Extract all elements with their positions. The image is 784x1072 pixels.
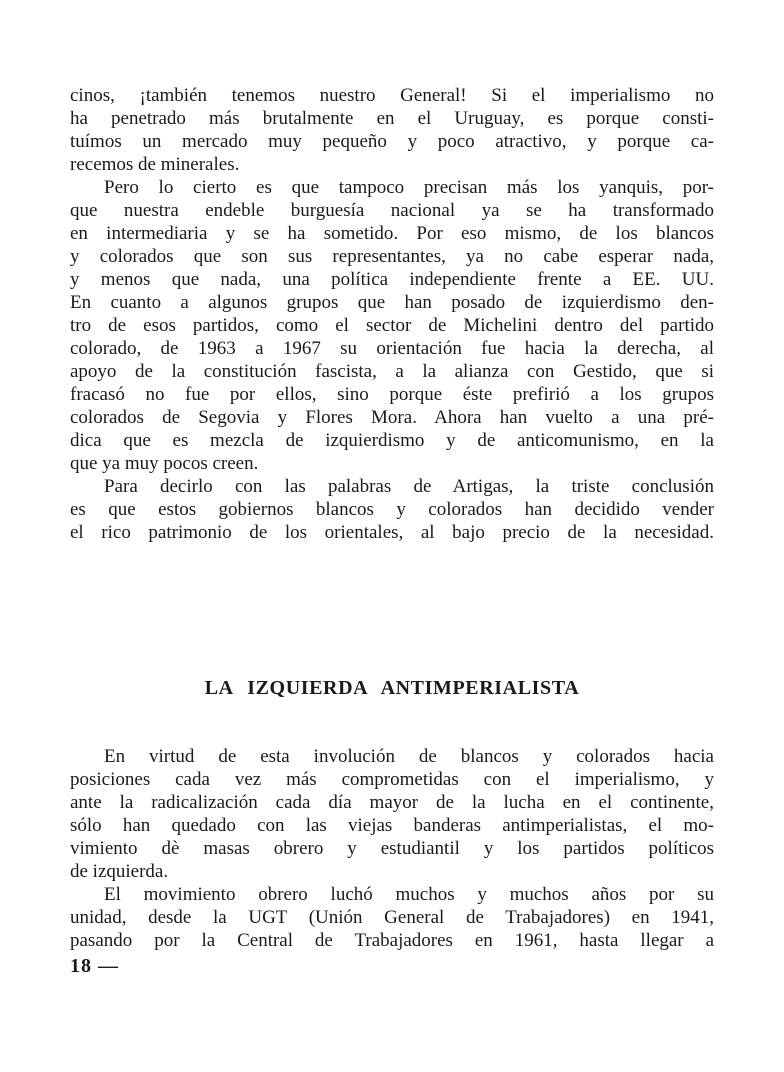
- text-line: tro de esos partidos, como el sector de Michelini dentro del partido: [70, 315, 714, 336]
- text-line: y colorados que son sus representantes, ya no cabe esperar nada,: [70, 246, 714, 267]
- text-line: en intermediaria y se ha sometido. Por eso mismo, de los blancos: [70, 223, 714, 244]
- text-line: dica que es mezcla de izquierdismo y de anticomunismo, en la: [70, 430, 714, 451]
- paragraph: [70, 745, 714, 883]
- text-line: recemos de minerales.: [70, 154, 240, 175]
- text-line: fracasó no fue por ellos, sino porque éste prefirió a los grupos: [70, 384, 714, 405]
- page-text: [70, 84, 714, 952]
- text-line: el rico patrimonio de los orientales, al bajo precio de la necesidad.: [70, 522, 714, 543]
- paragraph: [70, 176, 714, 475]
- text-line: unidad, desde la UGT (Unión General de Trabajadores) en 1941,: [70, 907, 714, 928]
- text-line: El movimiento obrero luchó muchos y muchos años por su: [104, 884, 714, 905]
- text-line: cinos, ¡también tenemos nuestro General! Si el imperialismo no: [70, 85, 714, 106]
- text-line: pasando por la Central de Trabajadores en 1961, hasta llegar a: [70, 930, 714, 951]
- page-number: 18 —: [70, 955, 119, 977]
- text-line: colorados de Segovia y Flores Mora. Ahora han vuelto a una pré-: [70, 407, 714, 428]
- text-line: En cuanto a algunos grupos que han posado de izquierdismo den-: [70, 292, 714, 313]
- text-line: de izquierda.: [70, 861, 169, 882]
- text-line: colorado, de 1963 a 1967 su orientación fue hacia la derecha, al: [70, 338, 714, 359]
- text-line: sólo han quedado con las viejas banderas antimperialistas, el mo-: [70, 815, 714, 836]
- text-line: posiciones cada vez más comprometidas con el imperialismo, y: [70, 769, 714, 790]
- text-line: que ya muy pocos creen.: [70, 453, 259, 474]
- text-line: tuímos un mercado muy pequeño y poco atractivo, y porque ca-: [70, 131, 714, 152]
- text-line: apoyo de la constitución fascista, a la alianza con Gestido, que si: [70, 361, 714, 382]
- text-line: vimiento dè masas obrero y estudiantil y los partidos políticos: [70, 838, 714, 859]
- text-line: es que estos gobiernos blancos y colorados han decidido vender: [70, 499, 714, 520]
- text-line: Pero lo cierto es que tampoco precisan más los yanquis, por-: [104, 177, 714, 198]
- text-line: y menos que nada, una política independiente frente a EE. UU.: [70, 269, 714, 290]
- paragraph: [70, 883, 714, 952]
- text-line: que nuestra endeble burguesía nacional ya se ha transformado: [70, 200, 714, 221]
- text-line: Para decirlo con las palabras de Artigas, la triste conclusión: [104, 476, 714, 497]
- paragraph: [70, 84, 714, 176]
- text-line: ha penetrado más brutalmente en el Uruguay, es porque consti-: [70, 108, 714, 129]
- section-heading: LA IZQUIERDA ANTIMPERIALISTA: [204, 677, 580, 699]
- text-line: En virtud de esta involución de blancos y colorados hacia: [104, 746, 714, 767]
- paragraph: [70, 475, 714, 544]
- text-line: ante la radicalización cada día mayor de la lucha en el continente,: [70, 792, 714, 813]
